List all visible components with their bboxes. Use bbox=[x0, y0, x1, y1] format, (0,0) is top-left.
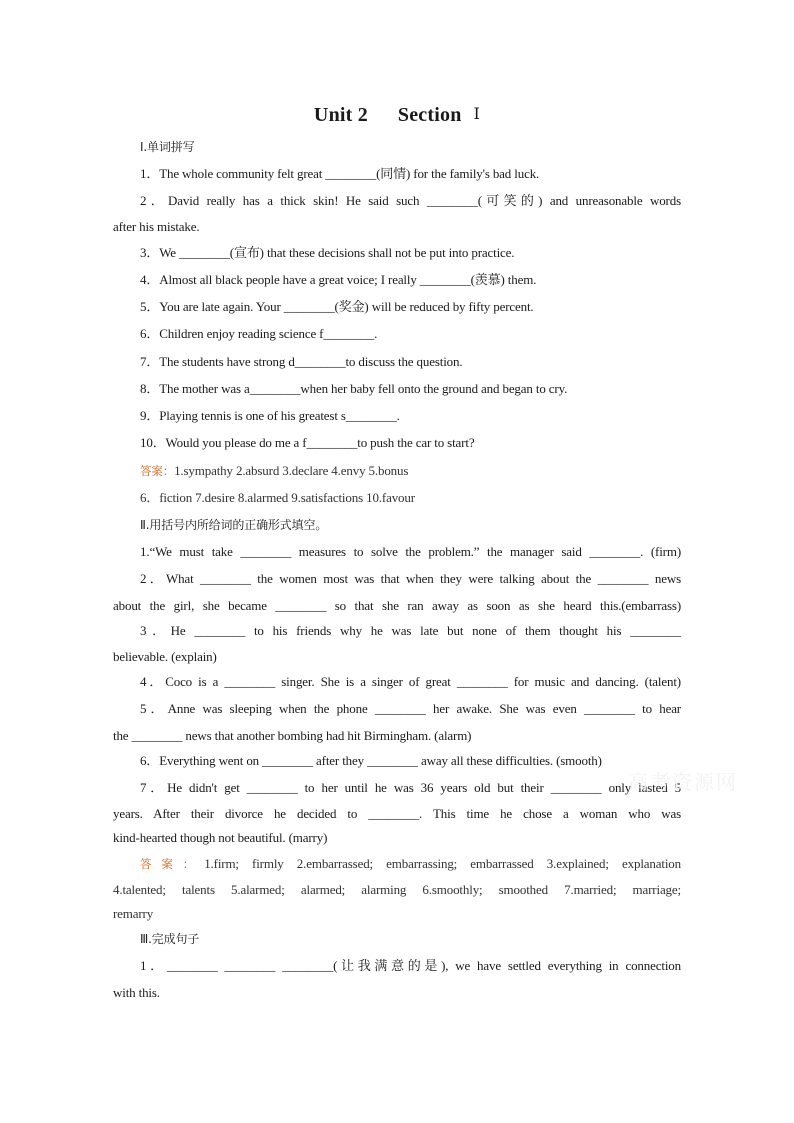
part1-answers-line1 bbox=[140, 462, 681, 480]
part2-heading: Ⅱ.用括号内所给词的正确形式填空。 bbox=[140, 518, 328, 532]
part2-q5-line1: 5．Anne was sleeping when the phone ________ her awake. She was even ________ to hear bbox=[140, 701, 681, 716]
part3-q1-line2: with this. bbox=[113, 985, 160, 1000]
part2-q5-line2: the ________ news that another bombing had hit Birmingham. (alarm) bbox=[113, 728, 472, 743]
title-roman: Ⅰ bbox=[473, 106, 481, 123]
part1-q1: 1．The whole community felt great ________(同情) for the family's bad luck. bbox=[140, 166, 540, 181]
part1-q8: 8．The mother was a________when her baby fell onto the ground and began to cry. bbox=[140, 381, 568, 396]
part2-q4: 4．Coco is a ________ singer. She is a singer of great ________ for music and dancing. (talent) bbox=[140, 674, 681, 689]
part2-answers-line2: 4.talented; talents 5.alarmed; alarmed; alarming 6.smoothly; smoothed 7.married; marriage; bbox=[113, 882, 681, 897]
part2-q6: 6．Everything went on ________ after they ________ away all these difficulties. (smooth) bbox=[140, 753, 602, 768]
part1-q9: 9．Playing tennis is one of his greatest s________. bbox=[140, 408, 400, 423]
watermark: 高考资源网 bbox=[628, 770, 738, 794]
part2-q7-line2: years. After their divorce he decided to ________. This time he chose a woman who was bbox=[113, 806, 681, 821]
part2-answers-line3: remarry bbox=[113, 906, 154, 921]
title-unit: Unit 2 bbox=[313, 104, 368, 126]
part1-q5: 5．You are late again. Your ________(奖金) will be reduced by fifty percent. bbox=[140, 299, 534, 314]
part2-answers-line1 bbox=[140, 855, 681, 873]
part3-heading: Ⅲ.完成句子 bbox=[140, 932, 200, 946]
answer-label: 答案： bbox=[140, 464, 175, 478]
part2-q3-line2: believable. (explain) bbox=[113, 649, 217, 664]
part1-q10: 10．Would you please do me a f________to push the car to start? bbox=[140, 435, 475, 450]
part1-q4: 4．Almost all black people have a great voice; I really ________(羡慕) them. bbox=[140, 272, 537, 287]
part1-heading: Ⅰ.单词拼写 bbox=[140, 140, 195, 154]
part1-q7: 7．The students have strong d________to discuss the question. bbox=[140, 354, 463, 369]
part1-q2-line1: 2．David really has a thick skin! He said such ________(可笑的) and unreasonable words bbox=[140, 193, 681, 208]
part1-answers-line2: 6．fiction 7.desire 8.alarmed 9.satisfactions 10.favour bbox=[140, 490, 415, 505]
part1-q2-line2: after his mistake. bbox=[113, 219, 200, 234]
title-section: Section bbox=[397, 104, 462, 126]
part2-q7-line3: kind-hearted though not beautiful. (marry) bbox=[113, 830, 328, 845]
part2-q1: 1.“We must take ________ measures to solve the problem.” the manager said ________. (firm) bbox=[140, 544, 681, 559]
answers-text: 1.sympathy 2.absurd 3.declare 4.envy 5.bonus bbox=[174, 463, 409, 478]
part2-q7-line1: 7．He didn't get ________ to her until he was 36 years old but their ________ only lasted 5 bbox=[140, 780, 681, 795]
part3-q1-line1: 1．________ ________ ________(让我满意的是), we have settled everything in connection bbox=[140, 958, 681, 973]
part2-q3-line1: 3．He ________ to his friends why he was late but none of them thought his ________ bbox=[140, 623, 681, 638]
part2-q2-line2: about the girl, she became ________ so that she ran away as soon as she heard this.(embarrass) bbox=[113, 598, 681, 613]
part2-q2-line1: 2．What ________ the women most was that when they were talking about the ________ news bbox=[140, 571, 681, 586]
part1-q3: 3．We ________(宣布) that these decisions shall not be put into practice. bbox=[140, 245, 515, 260]
answer-label: 答案： bbox=[140, 857, 205, 871]
answers-text: 1.firm; firmly 2.embarrassed; embarrassing; embarrassed 3.explained; explanation bbox=[204, 856, 681, 871]
page-title bbox=[0, 104, 794, 127]
part1-q6: 6．Children enjoy reading science f________. bbox=[140, 326, 378, 341]
